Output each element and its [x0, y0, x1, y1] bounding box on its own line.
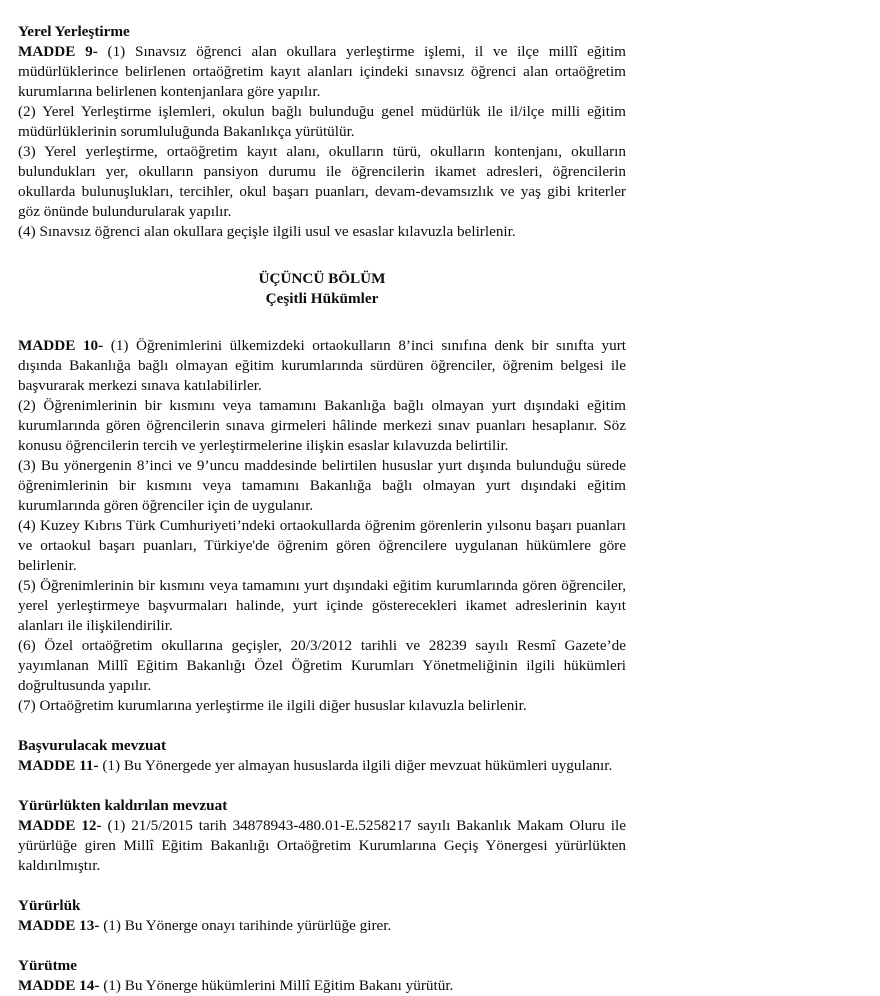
spacer-before-bolum	[18, 242, 626, 269]
madde-14-label: MADDE 14-	[18, 977, 100, 994]
madde-10-text: (1) Öğrenimlerini ülkemizdeki ortaokulların 8’inci sınıfına denk bir sınıfta yurt dışında Bakanlığa bağlı olmayan eğitim kurumlarında sürdüren öğrenciler, öğrenim belgesi ile başvurarak merkezi sınava katılabilirler.	[18, 337, 626, 394]
spacer-before-yurutme	[18, 936, 626, 956]
spacer-after-bolum	[18, 309, 626, 336]
paragraph-madde-12	[18, 816, 626, 876]
paragraph-cesitli-5: (5) Öğrenimlerinin bir kısmını veya tamamını yurt dışındaki eğitim kurumlarında gören öğrenciler, yerel yerleştirmeye başvurmaları halinde, yurt içinde gösterecekleri ikamet adreslerinin kayıt alanları ile ilişkilendirilir.	[18, 577, 626, 634]
paragraph-madde-14	[18, 976, 626, 996]
madde-12-label: MADDE 12-	[18, 817, 102, 834]
paragraph-madde-10	[18, 336, 626, 396]
chapter-title: ÜÇÜNCÜ BÖLÜM	[258, 270, 386, 287]
madde-12-text: (1) 21/5/2015 tarih 34878943-480.01-E.5258217 sayılı Bakanlık Makam Oluru ile yürürlüğe giren Millî Eğitim Bakanlığı Ortaöğretim Kurumlarına Geçiş Yönergesi yürürlükten kaldırılmıştır.	[18, 817, 626, 874]
paragraph-cesitli-7: (7) Ortaöğretim kurumlarına yerleştirme ile ilgili diğer hususlar kılavuzla belirlenir.	[18, 697, 527, 714]
madde-14-text: (1) Bu Yönerge hükümlerini Millî Eğitim Bakanı yürütür.	[99, 977, 454, 994]
paragraph-cesitli-4: (4) Kuzey Kıbrıs Türk Cumhuriyeti’ndeki ortaokullarda öğrenim görenlerin yılsonu başarı puanları ve ortaokul başarı puanları, Türkiye'de öğrenim gören öğrencilere uygulanan hükümlere göre belirlenir.	[18, 517, 626, 574]
spacer-before-yururluk	[18, 876, 626, 896]
section-heading-yerel-yerlestirme: Yerel Yerleştirme	[18, 23, 130, 40]
paragraph-madde-13	[18, 916, 626, 936]
paragraph-yerel-2: (2) Yerel Yerleştirme işlemleri, okulun bağlı bulunduğu genel müdürlük ile il/ilçe milli eğitim müdürlüklerinin sorumluluğunda Bakanlıkça yürütülür.	[18, 103, 626, 140]
paragraph-cesitli-6: (6) Özel ortaöğretim okullarına geçişler, 20/3/2012 tarihli ve 28239 sayılı Resmî Gazete’de yayımlanan Millî Eğitim Bakanlığı Özel Öğretim Kurumları Yönetmeliğinin ilgili hükümleri doğrultusunda yapılır.	[18, 637, 626, 694]
paragraph-yerel-3: (3) Yerel yerleştirme, ortaöğretim kayıt alanı, okulların türü, okulların kontenjanı, okulların bulundukları yer, okulların pansiyon durumu ile öğrencilerin ikamet adresleri, öğrencilerin okullarda bulunuşlukları, tercihler, okul başarı puanları, devam-devamsızlık ve yaş gibi kriterler göz önünde bulundurularak yapılır.	[18, 143, 626, 220]
section-heading-basvurulacak-mevzuat: Başvurulacak mevzuat	[18, 737, 167, 754]
paragraph-cesitli-2: (2) Öğrenimlerinin bir kısmını veya tamamını Bakanlığa bağlı olmayan yurt dışındaki eğitim kurumlarında gören öğrencilerin sınava girmeleri hâlinde merkezi sınav puanları hesaplanır. Söz konusu öğrencilerin tercih ve yerleştirmelerine ilişkin esaslar kılavuzda belirtilir.	[18, 397, 626, 454]
section-heading-yurutme: Yürütme	[18, 957, 78, 974]
section-heading-yururluk: Yürürlük	[18, 897, 81, 914]
madde-11-label: MADDE 11-	[18, 757, 99, 774]
madde-13-text: (1) Bu Yönerge onayı tarihinde yürürlüğe girer.	[99, 917, 392, 934]
section-heading-yururlukten-kaldirilan-mevzuat: Yürürlükten kaldırılan mevzuat	[18, 797, 228, 814]
madde-10-label: MADDE 10-	[18, 337, 104, 354]
madde-9-label: MADDE 9-	[18, 43, 98, 60]
madde-11-text: (1) Bu Yönergede yer almayan hususlarda ilgili diğer mevzuat hükümleri uygulanır.	[98, 757, 613, 774]
chapter-subtitle: Çeşitli Hükümler	[265, 290, 379, 307]
paragraph-yerel-4: (4) Sınavsız öğrenci alan okullara geçişle ilgili usul ve esaslar kılavuzla belirlenir.	[18, 223, 516, 240]
madde-13-label: MADDE 13-	[18, 917, 100, 934]
paragraph-cesitli-3: (3) Bu yönergenin 8’inci ve 9’uncu maddesinde belirtilen hususlar yurt dışında bulunduğu sürede öğrenimlerinin bir kısmını veya tamamını Bakanlığa bağlı olmayan yurt dışındaki eğitim kurumlarında gören öğrenciler için de uygulanır.	[18, 457, 626, 514]
spacer-before-yururlukten	[18, 776, 626, 796]
spacer-before-basvurulacak	[18, 716, 626, 736]
paragraph-madde-11	[18, 756, 626, 776]
madde-9-text: (1) Sınavsız öğrenci alan okullara yerleştirme işlemi, il ve ilçe millî eğitim müdürlüklerince belirlenen ortaöğretim kayıt alanları içindeki sınavsız öğrenci alan ortaöğretim kurumlarına belirlenen kontenjanlara göre yapılır.	[18, 43, 626, 100]
paragraph-madde-9	[18, 42, 626, 102]
text-column	[18, 22, 626, 996]
